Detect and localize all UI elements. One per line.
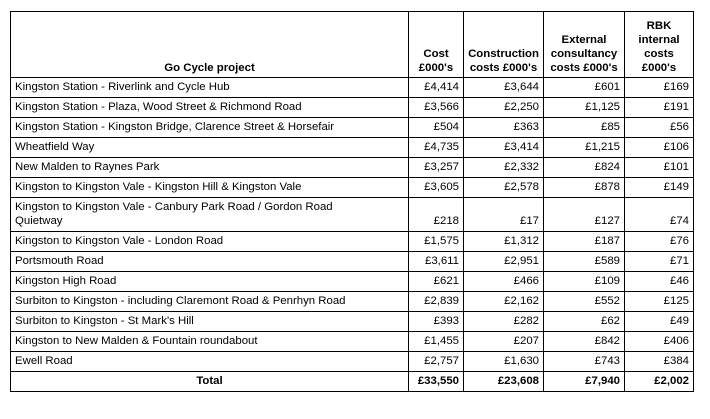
header-external-line1: External — [561, 34, 607, 46]
external-cell: £62 — [544, 312, 625, 332]
table-row — [11, 118, 694, 138]
construction-cell: £17 — [464, 198, 544, 232]
construction-cell: £1,312 — [464, 232, 544, 252]
go-cycle-costs-table — [10, 11, 694, 392]
project-name: Kingston Station - Plaza, Wood Street & Richmond Road — [11, 98, 409, 118]
cost-cell: £2,839 — [409, 292, 464, 312]
header-rbk — [625, 12, 694, 78]
table-row — [11, 352, 694, 372]
cost-cell: £218 — [409, 198, 464, 232]
rbk-cell: £74 — [625, 198, 694, 232]
cost-cell: £3,605 — [409, 178, 464, 198]
construction-cell: £3,644 — [464, 78, 544, 98]
rbk-cell: £71 — [625, 252, 694, 272]
external-cell: £85 — [544, 118, 625, 138]
project-name-line1: Kingston to Kingston Vale - Canbury Park Road / Gordon Road — [15, 201, 333, 213]
table-row — [11, 98, 694, 118]
header-external — [544, 12, 625, 78]
cost-cell: £1,575 — [409, 232, 464, 252]
rbk-cell: £56 — [625, 118, 694, 138]
header-rbk-line4: £000's — [641, 62, 677, 74]
rbk-cell: £149 — [625, 178, 694, 198]
cost-cell: £3,611 — [409, 252, 464, 272]
rbk-cell: £76 — [625, 232, 694, 252]
cost-cell: £1,455 — [409, 332, 464, 352]
project-name — [11, 198, 409, 232]
construction-cell: £3,414 — [464, 138, 544, 158]
total-construction: £23,608 — [464, 372, 544, 392]
project-name: Kingston to Kingston Vale - London Road — [11, 232, 409, 252]
rbk-cell: £191 — [625, 98, 694, 118]
header-cost — [409, 12, 464, 78]
project-name: Wheatfield Way — [11, 138, 409, 158]
table-row — [11, 292, 694, 312]
external-cell: £878 — [544, 178, 625, 198]
table-row — [11, 78, 694, 98]
external-cell: £589 — [544, 252, 625, 272]
total-external: £7,940 — [544, 372, 625, 392]
construction-cell: £282 — [464, 312, 544, 332]
project-name-line2: Quietway — [15, 215, 63, 227]
header-rbk-line1: RBK — [646, 20, 672, 32]
cost-cell: £393 — [409, 312, 464, 332]
table-row — [11, 252, 694, 272]
rbk-cell: £406 — [625, 332, 694, 352]
header-project: Go Cycle project — [11, 12, 409, 78]
external-cell: £1,125 — [544, 98, 625, 118]
construction-cell: £2,250 — [464, 98, 544, 118]
project-name: Kingston to Kingston Vale - Kingston Hill & Kingston Vale — [11, 178, 409, 198]
header-row — [11, 12, 694, 78]
construction-cell: £466 — [464, 272, 544, 292]
header-construction-line1: Construction — [468, 48, 539, 60]
header-rbk-line2: internal — [638, 34, 680, 46]
rbk-cell: £101 — [625, 158, 694, 178]
table-row — [11, 332, 694, 352]
table-row — [11, 198, 694, 232]
total-row — [11, 372, 694, 392]
header-external-line2: consultancy — [550, 48, 618, 60]
total-rbk: £2,002 — [625, 372, 694, 392]
project-name: New Malden to Raynes Park — [11, 158, 409, 178]
cost-cell: £3,257 — [409, 158, 464, 178]
cost-cell: £3,566 — [409, 98, 464, 118]
external-cell: £743 — [544, 352, 625, 372]
rbk-cell: £106 — [625, 138, 694, 158]
project-name: Kingston to New Malden & Fountain roundabout — [11, 332, 409, 352]
table-row — [11, 138, 694, 158]
external-cell: £1,215 — [544, 138, 625, 158]
header-cost-line1: Cost — [423, 48, 449, 60]
rbk-cell: £125 — [625, 292, 694, 312]
header-cost-line2: £000's — [418, 62, 454, 74]
project-name: Portsmouth Road — [11, 252, 409, 272]
external-cell: £842 — [544, 332, 625, 352]
project-name: Kingston Station - Kingston Bridge, Clarence Street & Horsefair — [11, 118, 409, 138]
cost-cell: £4,735 — [409, 138, 464, 158]
external-cell: £187 — [544, 232, 625, 252]
table-row — [11, 272, 694, 292]
cost-cell: £621 — [409, 272, 464, 292]
table-row — [11, 312, 694, 332]
project-name: Kingston Station - Riverlink and Cycle Hub — [11, 78, 409, 98]
total-cost: £33,550 — [409, 372, 464, 392]
header-rbk-line3: costs — [644, 48, 674, 60]
cost-cell: £2,757 — [409, 352, 464, 372]
external-cell: £552 — [544, 292, 625, 312]
table-row — [11, 158, 694, 178]
table-row — [11, 178, 694, 198]
construction-cell: £2,578 — [464, 178, 544, 198]
construction-cell: £2,951 — [464, 252, 544, 272]
external-cell: £127 — [544, 198, 625, 232]
rbk-cell: £46 — [625, 272, 694, 292]
construction-cell: £2,332 — [464, 158, 544, 178]
table-row — [11, 232, 694, 252]
external-cell: £824 — [544, 158, 625, 178]
construction-cell: £207 — [464, 332, 544, 352]
rbk-cell: £169 — [625, 78, 694, 98]
project-name: Ewell Road — [11, 352, 409, 372]
total-label: Total — [11, 372, 409, 392]
rbk-cell: £384 — [625, 352, 694, 372]
external-cell: £109 — [544, 272, 625, 292]
project-name: Surbiton to Kingston - including Claremont Road & Penrhyn Road — [11, 292, 409, 312]
project-name: Kingston High Road — [11, 272, 409, 292]
header-construction — [464, 12, 544, 78]
header-construction-line2: costs £000's — [469, 62, 538, 74]
external-cell: £601 — [544, 78, 625, 98]
construction-cell: £1,630 — [464, 352, 544, 372]
rbk-cell: £49 — [625, 312, 694, 332]
project-name: Surbiton to Kingston - St Mark's Hill — [11, 312, 409, 332]
header-external-line3: costs £000's — [550, 62, 618, 74]
cost-cell: £4,414 — [409, 78, 464, 98]
construction-cell: £2,162 — [464, 292, 544, 312]
construction-cell: £363 — [464, 118, 544, 138]
cost-cell: £504 — [409, 118, 464, 138]
